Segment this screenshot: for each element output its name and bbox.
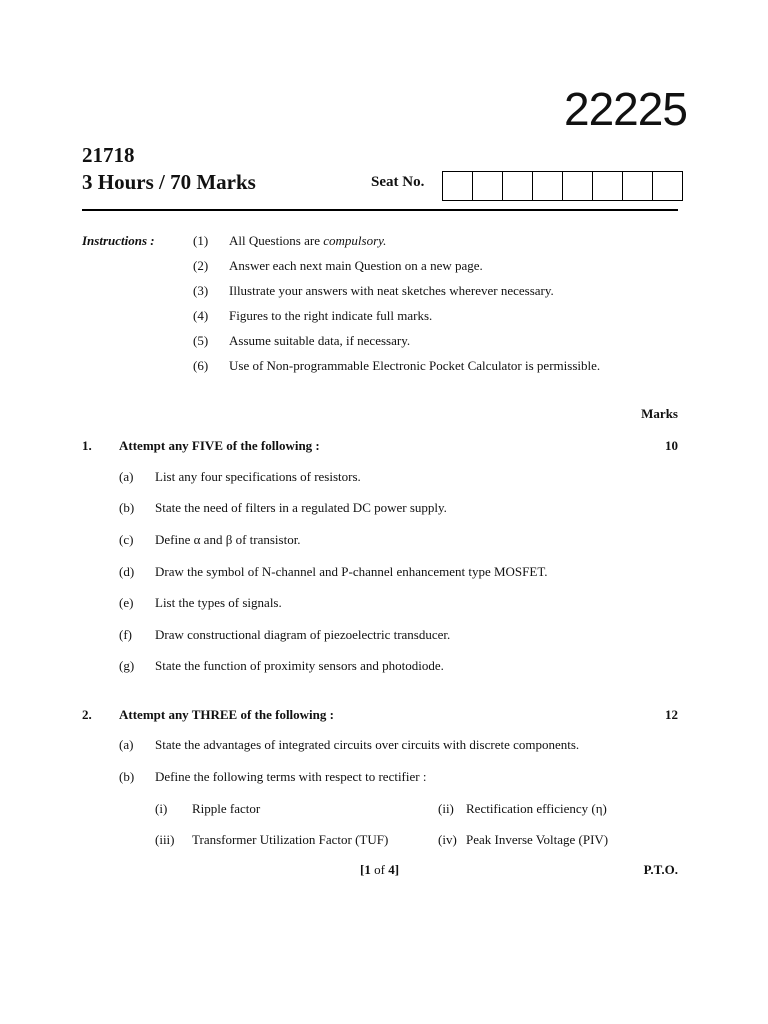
instructions-label: Instructions : bbox=[82, 233, 155, 248]
term-text: Rectification efficiency (η) bbox=[466, 801, 607, 816]
seat-number-label: Seat No. bbox=[371, 174, 425, 190]
question-title: Attempt any THREE of the following : bbox=[119, 707, 334, 722]
term-text: Transformer Utilization Factor (TUF) bbox=[192, 832, 389, 847]
paper-code: 22225 bbox=[564, 83, 687, 135]
instruction-number: (4) bbox=[193, 308, 209, 323]
subquestion-label: (d) bbox=[119, 564, 135, 579]
question-number: 1. bbox=[82, 438, 92, 453]
header-divider bbox=[82, 209, 678, 211]
question-marks: 12 bbox=[665, 707, 678, 722]
subquestion-label: (f) bbox=[119, 627, 132, 642]
page-total: 4] bbox=[388, 862, 400, 877]
instruction-number: (3) bbox=[193, 283, 209, 298]
duration-marks: 3 Hours / 70 Marks bbox=[82, 170, 256, 194]
question-marks: 10 bbox=[665, 438, 678, 453]
seat-number-boxes[interactable] bbox=[442, 171, 683, 201]
term-label: (iii) bbox=[155, 832, 175, 847]
subquestion-label: (a) bbox=[119, 469, 134, 484]
term-label: (ii) bbox=[438, 801, 454, 816]
subquestion-text: State the function of proximity sensors and photodiode. bbox=[155, 658, 444, 673]
subquestion-text: Define α and β of transistor. bbox=[155, 532, 301, 547]
term-text: Ripple factor bbox=[192, 801, 261, 816]
seat-box[interactable] bbox=[473, 172, 503, 200]
question-number: 2. bbox=[82, 707, 92, 722]
question-title: Attempt any FIVE of the following : bbox=[119, 438, 320, 453]
page-current: [1 bbox=[360, 862, 371, 877]
subquestion-label: (e) bbox=[119, 595, 134, 610]
page-of: of bbox=[370, 862, 389, 877]
seat-box[interactable] bbox=[623, 172, 653, 200]
seat-box[interactable] bbox=[533, 172, 563, 200]
subquestion-text: State the advantages of integrated circuits over circuits with discrete components. bbox=[155, 737, 580, 752]
instruction-text: Illustrate your answers with neat sketches wherever necessary. bbox=[229, 283, 554, 298]
seat-box[interactable] bbox=[443, 172, 473, 200]
subquestion-label: (b) bbox=[119, 500, 135, 515]
instruction-text: Answer each next main Question on a new page. bbox=[229, 258, 483, 273]
instruction-text-part: All Questions are bbox=[229, 233, 324, 248]
instruction-text bbox=[229, 233, 386, 249]
pto-label: P.T.O. bbox=[643, 862, 678, 877]
subquestion-text: List the types of signals. bbox=[155, 595, 282, 610]
instruction-number: (2) bbox=[193, 258, 209, 273]
seat-box[interactable] bbox=[593, 172, 623, 200]
instruction-text: Assume suitable data, if necessary. bbox=[229, 333, 411, 348]
subquestion-label: (b) bbox=[119, 769, 135, 784]
subquestion-text: Draw the symbol of N-channel and P-channel enhancement type MOSFET. bbox=[155, 564, 548, 579]
subquestion-label: (g) bbox=[119, 658, 135, 673]
subquestion-text: List any four specifications of resistors. bbox=[155, 469, 361, 484]
page-number bbox=[360, 862, 399, 878]
seat-box[interactable] bbox=[563, 172, 593, 200]
term-label: (iv) bbox=[438, 832, 457, 847]
subject-code: 21718 bbox=[82, 143, 135, 167]
subquestion-text: State the need of filters in a regulated DC power supply. bbox=[155, 500, 447, 515]
instruction-number: (5) bbox=[193, 333, 209, 348]
instruction-number: (1) bbox=[193, 233, 209, 248]
subquestion-text: Draw constructional diagram of piezoelectric transducer. bbox=[155, 627, 451, 642]
marks-column-header: Marks bbox=[641, 406, 678, 421]
instruction-text: Use of Non-programmable Electronic Pocket Calculator is permissible. bbox=[229, 358, 601, 373]
subquestion-text: Define the following terms with respect to rectifier : bbox=[155, 769, 427, 784]
instruction-text: Figures to the right indicate full marks. bbox=[229, 308, 433, 323]
subquestion-label: (c) bbox=[119, 532, 134, 547]
term-label: (i) bbox=[155, 801, 168, 816]
subquestion-label: (a) bbox=[119, 737, 134, 752]
instruction-emphasis: compulsory. bbox=[323, 233, 387, 248]
instruction-number: (6) bbox=[193, 358, 209, 373]
seat-box[interactable] bbox=[653, 172, 682, 200]
seat-box[interactable] bbox=[503, 172, 533, 200]
term-text: Peak Inverse Voltage (PIV) bbox=[466, 832, 609, 847]
